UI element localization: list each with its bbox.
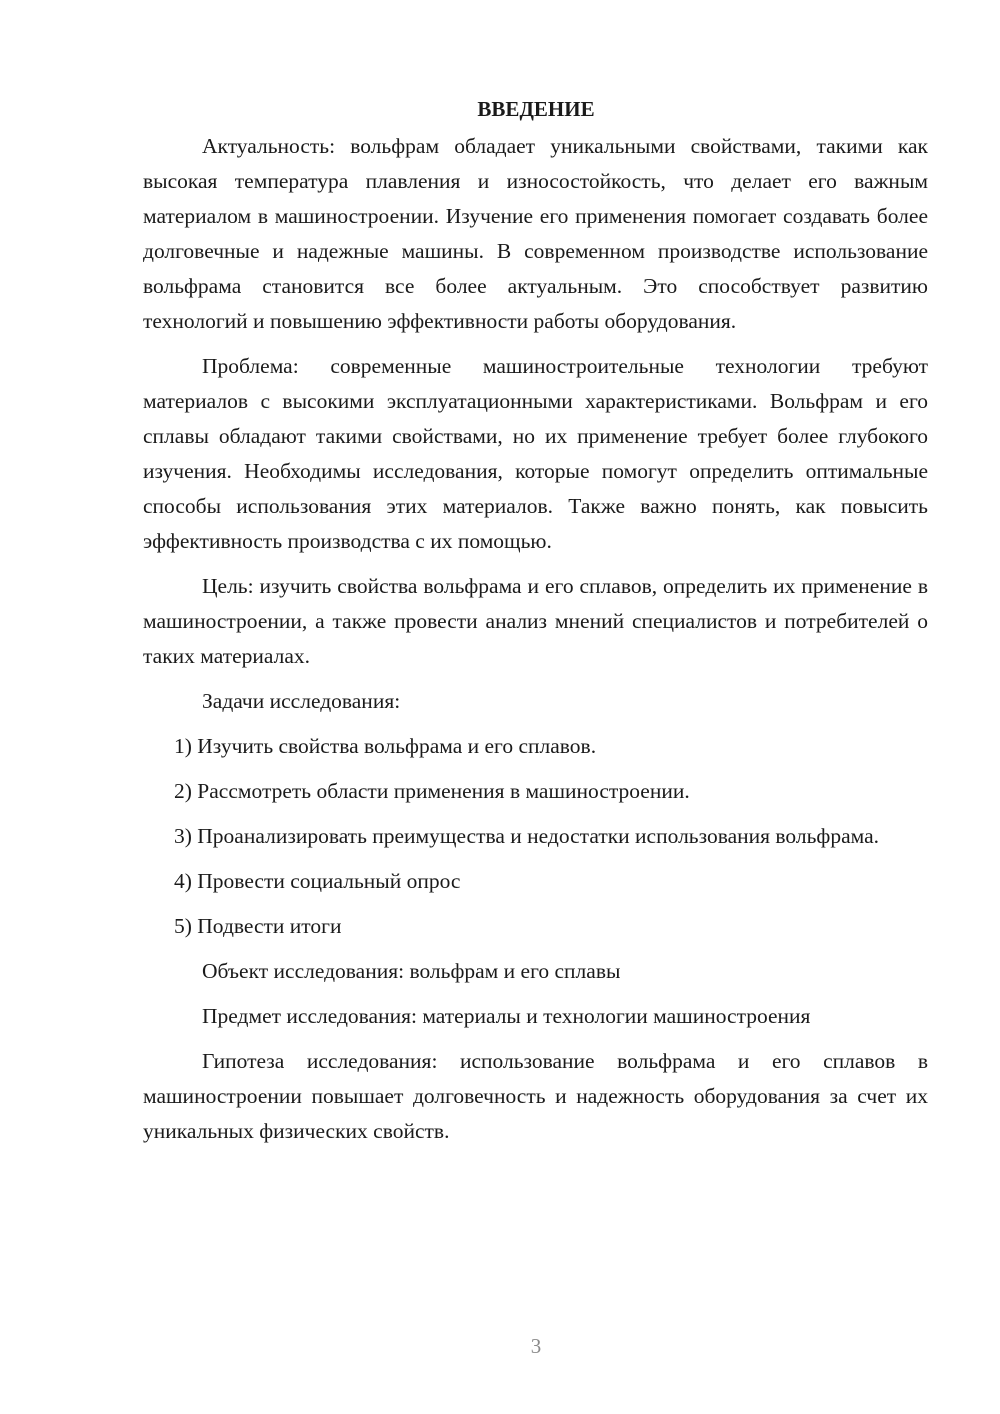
paragraph-subject: Предмет исследования: материалы и технологии машиностроения bbox=[202, 1004, 811, 1028]
paragraph-goal: Цель: изучить свойства вольфрама и его сплавов, определить их применение в машиностроении, а также провести анализ мнений специалистов и потребителей о таких материалах. bbox=[143, 574, 928, 668]
page-title: ВВЕДЕНИЕ bbox=[477, 97, 595, 121]
paragraph-hypothesis: Гипотеза исследования: использование вольфрама и его сплавов в машиностроении повышает долговечность и надежность оборудования за счет их уникальных физических свойств. bbox=[143, 1049, 928, 1143]
task-item-2: 2) Рассмотреть области применения в машиностроении. bbox=[174, 779, 690, 803]
paragraph-relevance: Актуальность: вольфрам обладает уникальными свойствами, такими как высокая температура плавления и износостойкость, что делает его важным материалом в машиностроении. Изучение его применения помогает создавать более долговечные и надежные машины. В современном производстве использование вольфрама становится все более актуальным. Это способствует развитию технологий и повышению эффективности работы оборудования. bbox=[143, 134, 928, 333]
paragraph-problem: Проблема: современные машиностроительные технологии требуют материалов с высокими эксплуатационными характеристиками. Вольфрам и его сплавы обладают такими свойствами, но их применение требует более глубокого изучения. Необходимы исследования, которые помогут определить оптимальные способы использования этих материалов. Также важно понять, как повысить эффективность производства с их помощью. bbox=[143, 354, 928, 553]
paragraph-object: Объект исследования: вольфрам и его сплавы bbox=[202, 959, 621, 983]
task-item-5: 5) Подвести итоги bbox=[174, 914, 342, 938]
task-item-3: 3) Проанализировать преимущества и недостатки использования вольфрама. bbox=[174, 824, 880, 848]
page-number: 3 bbox=[530, 1334, 542, 1358]
task-item-1: 1) Изучить свойства вольфрама и его сплавов. bbox=[174, 734, 597, 758]
tasks-heading: Задачи исследования: bbox=[202, 689, 401, 713]
task-item-4: 4) Провести социальный опрос bbox=[174, 869, 461, 893]
document-page bbox=[143, 92, 928, 1159]
